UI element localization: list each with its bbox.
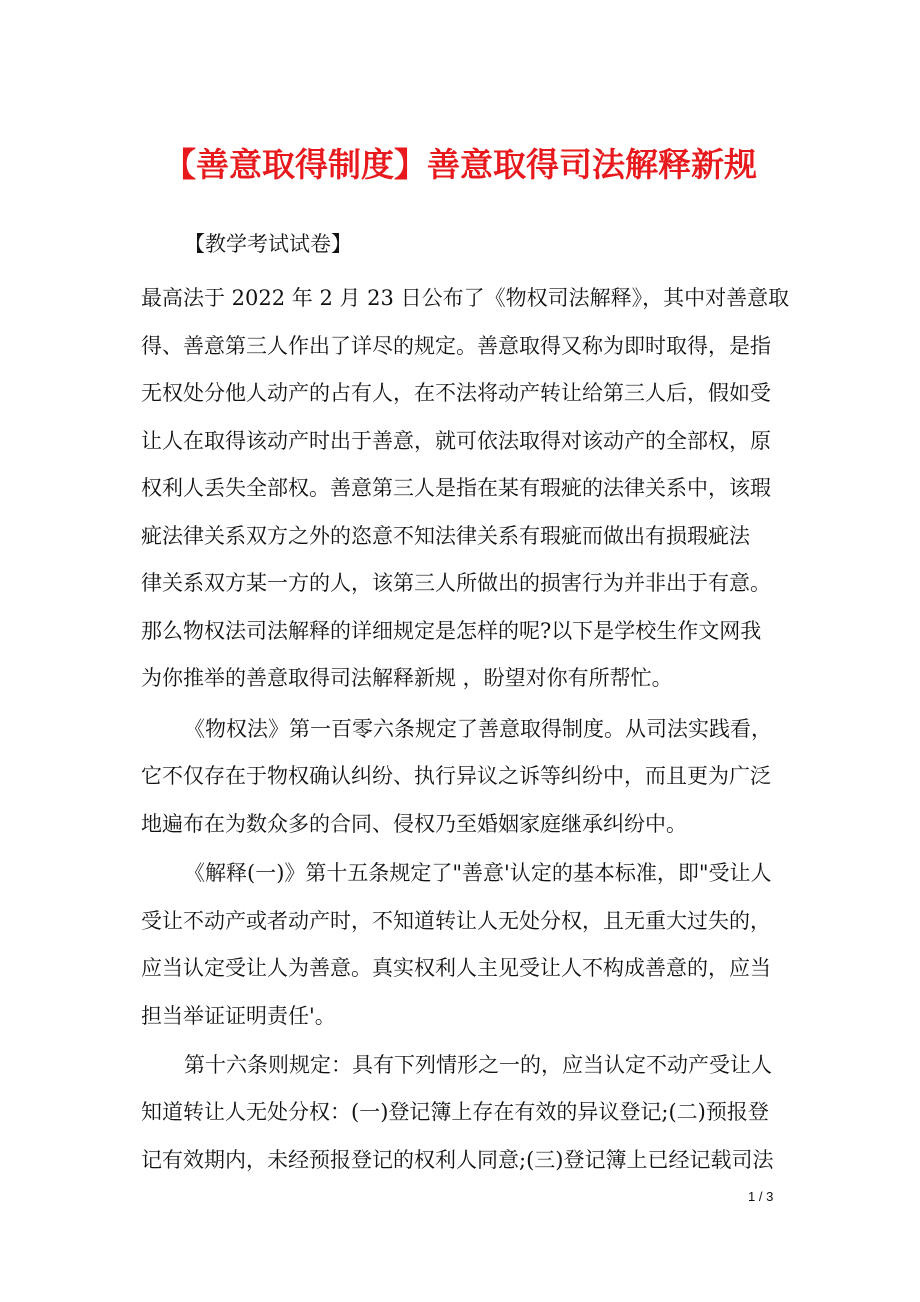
paragraph-2-line-1: 《物权法》第一百零六条规定了善意取得制度。从司法实践看， [184,717,772,741]
paragraph-4-line-3: 记有效期内，未经预报登记的权利人同意;(三)登记簿上已经记载司法 [141,1148,774,1172]
paragraph-1-line-2: 得、善意第三人作出了详尽的规定。善意取得又称为即时取得，是指 [141,334,771,358]
paragraph-4-line-2: 知道转让人无处分权：(一)登记簿上存在有效的异议登记;(二)预报登 [141,1100,769,1124]
paragraph-3-line-1: 《解释(一)》第十五条规定了"善意'认定的基本标准，即"受让人 [184,861,772,885]
paragraph-2-line-3: 地遍布在为数众多的合同、侵权乃至婚姻家庭继承纠纷中。 [141,812,687,836]
document-title: 【善意取得制度】善意取得司法解释新规 [163,145,757,184]
paragraph-2-line-2: 它不仅存在于物权确认纠纷、执行异议之诉等纠纷中，而且更为广泛 [141,764,771,788]
paragraph-1-line-5: 权利人丢失全部权。善意第三人是指在某有瑕疵的法律关系中，该瑕 [141,476,771,500]
paragraph-1-line-3: 无权处分他人动产的占有人，在不法将动产转让给第三人后，假如受 [141,381,771,405]
paragraph-3-line-4: 担当举证证明责任'。 [141,1004,336,1028]
section-label: 【教学考试试卷】 [184,232,352,256]
paragraph-3-line-2: 受让不动产或者动产时，不知道转让人无处分权，且无重大过失的， [141,909,771,933]
paragraph-1-line-1: 最高法于 2022 年 2 月 23 日公布了《物权司法解释》，其中对善意取 [141,286,790,310]
paragraph-1-line-4: 让人在取得该动产时出于善意，就可依法取得对该动产的全部权，原 [141,429,771,453]
paragraph-3-line-3: 应当认定受让人为善意。真实权利人主见受让人不构成善意的，应当 [141,956,771,980]
paragraph-1-line-9: 为你推举的善意取得司法解释新规 ，盼望对你有所帮忙。 [141,666,673,690]
paragraph-1-line-8: 那么物权法司法解释的详细规定是怎样的呢?以下是学校生作文网我 [141,619,762,643]
page-number: 1 / 3 [748,1189,774,1204]
paragraph-1-line-7: 律关系双方某一方的人，该第三人所做出的损害行为并非出于有意。 [141,571,771,595]
paragraph-1-line-6: 疵法律关系双方之外的恣意不知法律关系有瑕疵而做出有损瑕疵法 [141,524,750,548]
paragraph-4-line-1: 第十六条则规定：具有下列情形之一的，应当认定不动产受让人 [184,1053,772,1077]
